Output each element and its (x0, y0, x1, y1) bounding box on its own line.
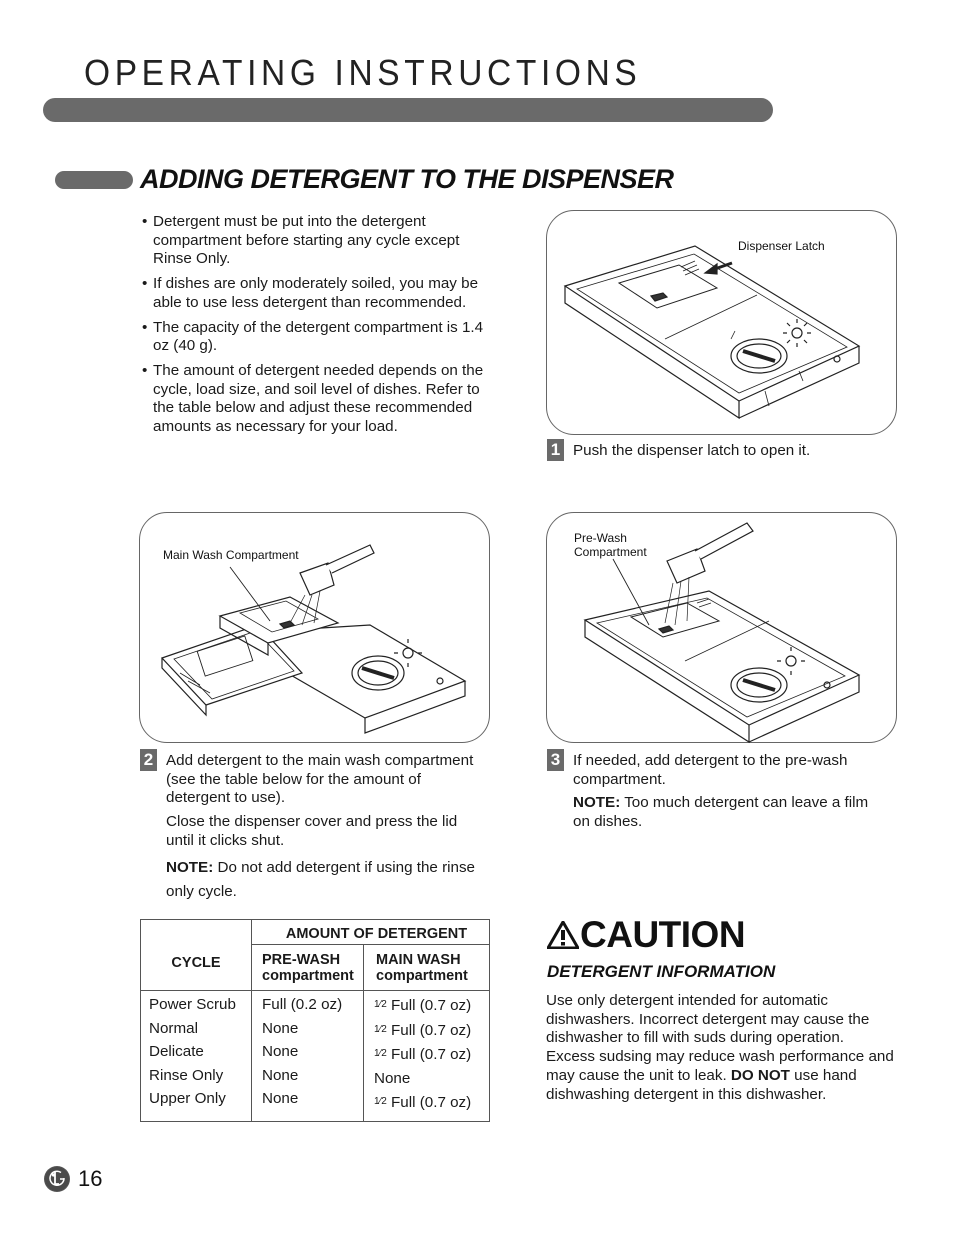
step-2-instruction: Add detergent to the main wash compartment (see the table below for the amount of detergent to use). (166, 752, 474, 807)
page-number: 16 (78, 1166, 103, 1191)
caution-do-not: DO NOT (730, 1066, 790, 1084)
prewash-column (252, 991, 364, 1122)
half-fraction: 1⁄2 (374, 1096, 387, 1107)
caution-text-part2: use hand dishwashing detergent in this dishwasher. (546, 1066, 857, 1103)
mainwash-cell (374, 1090, 489, 1115)
bullet-item: • Detergent must be put into the detergent compartment before starting any cycle except Rinse Only. (140, 213, 485, 269)
mainwash-amount: Full (0.7 oz) (391, 997, 472, 1014)
mainwash-cell (374, 993, 489, 1018)
mainwash-amount: None (374, 1069, 411, 1087)
page-title: OPERATING INSTRUCTIONS (84, 52, 642, 93)
note-text: Do not add detergent if using the rinse only cycle. (166, 858, 475, 900)
mainwash-amount: Full (0.7 oz) (391, 1021, 472, 1039)
note-label: NOTE: (573, 794, 621, 812)
note-text: Too much detergent can leave a film on dishes. (573, 794, 869, 831)
step-3-badge: 3 (547, 749, 564, 771)
step-3-note (573, 794, 883, 831)
prewash-cell: None (262, 1090, 299, 1107)
note-label: NOTE: (166, 858, 214, 876)
mainwash-cell (374, 1018, 489, 1043)
pre-wash-callout-line2: Compartment (574, 545, 647, 559)
amount-header: AMOUNT OF DETERGENT (252, 920, 490, 945)
mainwash-header-label: MAIN WASH (376, 951, 461, 968)
cycle-cell: Normal (149, 1019, 198, 1037)
step-1-badge: 1 (547, 439, 564, 461)
step-3-text (573, 752, 883, 837)
pre-wash-callout (574, 531, 647, 559)
section-pill (55, 171, 133, 189)
detergent-table (140, 919, 490, 1122)
prewash-cell: None (262, 1043, 299, 1060)
mainwash-cell (374, 1042, 489, 1067)
lg-logo-mark (44, 1166, 70, 1192)
bullet-item: • The capacity of the detergent compartment is 1.4 oz (40 g). (140, 319, 485, 356)
mainwash-header-sub: compartment (376, 967, 468, 984)
prewash-cell: Full (0.2 oz) (262, 996, 343, 1013)
prewash-header-label: PRE-WASH (262, 951, 341, 968)
pre-wash-callout-line1: Pre-Wash (574, 531, 627, 545)
cycle-cell: Delicate (149, 1043, 204, 1060)
bullet-item: • If dishes are only moderately soiled, you may be able to use less detergent than recommended. (140, 275, 485, 312)
prewash-header-sub: compartment (262, 967, 354, 984)
caution-heading: CAUTION (580, 914, 746, 955)
half-fraction: 1⁄2 (374, 1023, 387, 1035)
title-bar (43, 98, 773, 122)
step-2-badge: 2 (140, 749, 157, 771)
cycle-header: CYCLE (141, 920, 252, 991)
bullet-item: • The amount of detergent needed depends on the cycle, load size, and soil level of dishes. Refer to the table below and adjust these recommended amounts as necessary for your load. (140, 362, 485, 437)
mainwash-amount: Full (0.7 oz) (391, 1094, 472, 1111)
cycle-cell: Power Scrub (149, 996, 236, 1013)
intro-bullet-list (140, 213, 485, 443)
lg-logo-icon (44, 1166, 70, 1192)
cycle-cell: Rinse Only (149, 1066, 224, 1084)
caution-text (546, 992, 896, 1104)
section-heading: ADDING DETERGENT TO THE DISPENSER (140, 164, 674, 194)
step-3-instruction: If needed, add detergent to the pre-wash compartment. (573, 752, 848, 788)
mainwash-cell (374, 1067, 489, 1091)
step-2-text (166, 752, 486, 909)
prewash-header (252, 945, 364, 991)
dispenser-latch-callout: Dispenser Latch (738, 239, 825, 253)
half-fraction: 1⁄2 (374, 999, 387, 1010)
half-fraction: 1⁄2 (374, 1048, 387, 1059)
dispenser-closed-illustration (547, 211, 898, 436)
mainwash-header (364, 945, 490, 991)
step-2-close-instruction: Close the dispenser cover and press the lid until it clicks shut. (166, 813, 458, 849)
prewash-cell: None (262, 1066, 299, 1084)
cycle-cell: Upper Only (149, 1090, 226, 1107)
step-2-note (166, 856, 486, 904)
step-1-text: Push the dispenser latch to open it. (573, 442, 811, 459)
mainwash-amount: Full (0.7 oz) (391, 1046, 472, 1063)
warning-icon (547, 921, 579, 949)
mainwash-column (364, 991, 490, 1122)
main-wash-callout: Main Wash Compartment (163, 548, 299, 562)
detergent-table-wrap (140, 919, 490, 1122)
caution-subheading: DETERGENT INFORMATION (547, 962, 776, 981)
caution-text-part1: Use only detergent intended for automatic dishwashers. Incorrect detergent may cause the dishwasher to fill with suds during operation. Excess sudsing may reduce wash performance and may cause the unit to leak. (546, 992, 894, 1084)
cycle-column (141, 991, 252, 1122)
figure-pre-wash (546, 512, 897, 743)
figure-dispenser-latch (546, 210, 897, 435)
prewash-cell: None (262, 1019, 299, 1037)
figure-main-wash (139, 512, 490, 743)
